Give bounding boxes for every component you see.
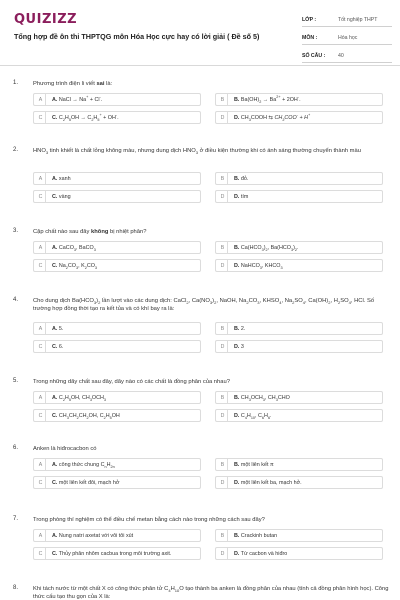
answer-option-d[interactable]: [215, 111, 383, 124]
option-letter: C: [36, 548, 46, 559]
option-text: C. 6.: [52, 343, 64, 350]
option-letter: A: [36, 242, 46, 253]
option-text: A. công thức chung $C_nH_{2n}$: [52, 461, 115, 469]
option-letter: A: [36, 323, 46, 334]
option-letter: C: [36, 191, 46, 202]
option-letter: B: [218, 323, 228, 334]
answer-option-c[interactable]: [33, 111, 201, 124]
question-text: Khi tách nước từ một chất X có công thức phân tử $C_4H_{10}O$ tạo thành ba anken là đồng phân của nhau (tính cả đồng phân hình học). Công thức cấu tạo thu gọn của X là:: [33, 586, 389, 600]
option-text: D. tím: [234, 193, 249, 200]
answer-option-c[interactable]: [33, 190, 201, 203]
answer-option-a[interactable]: [33, 322, 201, 335]
option-letter: C: [36, 410, 46, 421]
option-text: B. đỏ.: [234, 175, 249, 182]
answer-option-a[interactable]: [33, 241, 201, 254]
option-letter: C: [36, 260, 46, 271]
meta-key: LỚP :: [302, 16, 317, 23]
question-number: 2.: [13, 147, 19, 153]
option-text: B. một liên kết π: [234, 461, 274, 468]
option-text: D. 3: [234, 343, 244, 350]
option-text: D. NaHCO$_3$, $KHCO_3$: [234, 262, 283, 270]
option-letter: B: [218, 242, 228, 253]
option-letter: B: [218, 530, 228, 541]
question-text: Phương trình điện li viết sai là:: [33, 81, 113, 87]
question-text: Trong những dãy chất sau đây, dãy nào có các chất là đồng phân của nhau?: [33, 379, 230, 385]
meta-key: SỐ CÂU :: [302, 52, 326, 59]
option-text: A. Nung natri axetat với vôi tôi xút: [52, 532, 134, 539]
answer-option-c[interactable]: [33, 547, 201, 560]
answer-option-d[interactable]: [215, 409, 383, 422]
worksheet-meta: [302, 13, 392, 67]
option-text: B. $Ca(HCO_3)_2$, $Ba(HCO_3)_2$.: [234, 244, 299, 252]
question-text: $HNO_3$ tinh khiết là chất lỏng không màu, nhưng dung dịch $HNO_3$ ở điều kiện thường khi có ánh sáng thường chuyển thành màu: [33, 148, 361, 156]
option-letter: D: [218, 191, 228, 202]
option-text: D. một liên kết ba, mạch hở.: [234, 479, 302, 486]
answer-option-c[interactable]: [33, 259, 201, 272]
option-letter: D: [218, 477, 228, 488]
meta-key: MÔN :: [302, 34, 318, 41]
option-letter: A: [36, 530, 46, 541]
option-text: A. 5.: [52, 325, 64, 332]
option-letter: A: [36, 392, 46, 403]
meta-value: Hóa học: [338, 34, 358, 41]
worksheet-header: [0, 0, 400, 66]
option-letter: D: [218, 341, 228, 352]
question-number: 1.: [13, 80, 19, 86]
answer-option-b[interactable]: [215, 93, 383, 106]
option-text: C. $Na_2CO_3$, $K_2CO_3$: [52, 262, 98, 270]
option-text: C. $C_2H_5OH \to C_2H_5^+ + OH^-$.: [52, 112, 119, 122]
option-text: A. $C_2H_5OH$, $CH_3OCH_3$: [52, 394, 107, 402]
question-number: 7.: [13, 516, 19, 522]
answer-option-b[interactable]: [215, 391, 383, 404]
answer-option-d[interactable]: [215, 340, 383, 353]
quizizz-logo: QUIZIZZ: [14, 12, 78, 27]
option-letter: D: [218, 260, 228, 271]
option-letter: A: [36, 459, 46, 470]
answer-option-c[interactable]: [33, 409, 201, 422]
option-text: A. CaCO$_3$, BaCO$_3$: [52, 244, 96, 252]
option-text: C. vàng: [52, 193, 71, 200]
answer-option-d[interactable]: [215, 190, 383, 203]
answer-option-b[interactable]: [215, 322, 383, 335]
option-text: D. $C_4H_{10}$, $C_6H_6$.: [234, 412, 272, 420]
meta-value: Tốt nghiệp THPT: [338, 16, 378, 23]
meta-row: [302, 31, 392, 45]
question-text: Anken là hiđrocacbon có: [33, 446, 97, 452]
question-number: 4.: [13, 297, 19, 303]
meta-row: [302, 13, 392, 27]
option-letter: B: [218, 173, 228, 184]
option-letter: C: [36, 477, 46, 488]
option-letter: C: [36, 341, 46, 352]
option-letter: D: [218, 112, 228, 123]
option-letter: D: [218, 410, 228, 421]
answer-option-b[interactable]: [215, 458, 383, 471]
answer-option-a[interactable]: [33, 458, 201, 471]
option-letter: B: [218, 94, 228, 105]
option-text: D. $CH_3COOH$ ⇆ $CH_3COO^- + H^+$: [234, 112, 311, 122]
option-text: B. $CH_3OCH_3$, $CH_3CHO$: [234, 394, 290, 402]
question-number: 5.: [13, 378, 19, 384]
meta-row: [302, 49, 392, 63]
option-text: B. $Ba(OH)_2 \to Ba^{2+} + 2OH^-$.: [234, 94, 301, 104]
meta-value: 40: [338, 52, 344, 59]
option-letter: B: [218, 459, 228, 470]
answer-option-a[interactable]: [33, 391, 201, 404]
option-letter: C: [36, 112, 46, 123]
question-number: 3.: [13, 228, 19, 234]
question-text: Trong phòng thí nghiệm có thể điều chế metan bằng cách nào trong những cách sau đây?: [33, 517, 265, 523]
question-number: 8.: [13, 585, 19, 591]
option-letter: A: [36, 94, 46, 105]
question-number: 6.: [13, 445, 19, 451]
answer-option-a[interactable]: [33, 529, 201, 542]
answer-option-d[interactable]: [215, 259, 383, 272]
option-text: D. Từ cacbon và hiđro: [234, 550, 288, 557]
option-text: A. xanh: [52, 175, 71, 182]
answer-option-a[interactable]: [33, 172, 201, 185]
answer-option-d[interactable]: [215, 547, 383, 560]
option-text: C. Thủy phân nhôm cacbua trong môi trường axit.: [52, 550, 172, 557]
option-letter: D: [218, 548, 228, 559]
option-text: A. NaCl → Na+ + Cl-.: [52, 94, 103, 103]
question-text: Cặp chất nào sau đây không bị nhiệt phân?: [33, 229, 147, 235]
option-letter: B: [218, 392, 228, 403]
answer-option-b[interactable]: [215, 529, 383, 542]
answer-option-b[interactable]: [215, 241, 383, 254]
answer-option-b[interactable]: [215, 172, 383, 185]
question-text: Cho dung dịch $Ba(HCO_3)_2$ lần lượt vào các dung dịch: CaCl$_2$, $Ca(NO_3)_2$, NaOH, $Na_2CO_3$, $KHSO_4$, $Na_2SO_4$, $Ca(OH)_2$, $H_2SO_4$, HCl. Số trường hợp đồng thời tạo ra kết tủa và có khí bay ra là:: [33, 298, 375, 312]
worksheet-title: Tổng hợp đề ôn thi THPTQG môn Hóa Học cực hay có lời giải ( Đề số 5): [14, 32, 260, 41]
answer-option-d[interactable]: [215, 476, 383, 489]
option-letter: A: [36, 173, 46, 184]
answer-option-a[interactable]: [33, 93, 201, 106]
option-text: C. $CH_3CH_2CH_2OH$, $C_2H_5OH$: [52, 412, 120, 420]
option-text: B. 2.: [234, 325, 246, 332]
option-text: C. một liên kết đôi, mạch hở: [52, 479, 120, 486]
answer-option-c[interactable]: [33, 476, 201, 489]
option-text: B. Crackinh butan: [234, 532, 278, 539]
answer-option-c[interactable]: [33, 340, 201, 353]
